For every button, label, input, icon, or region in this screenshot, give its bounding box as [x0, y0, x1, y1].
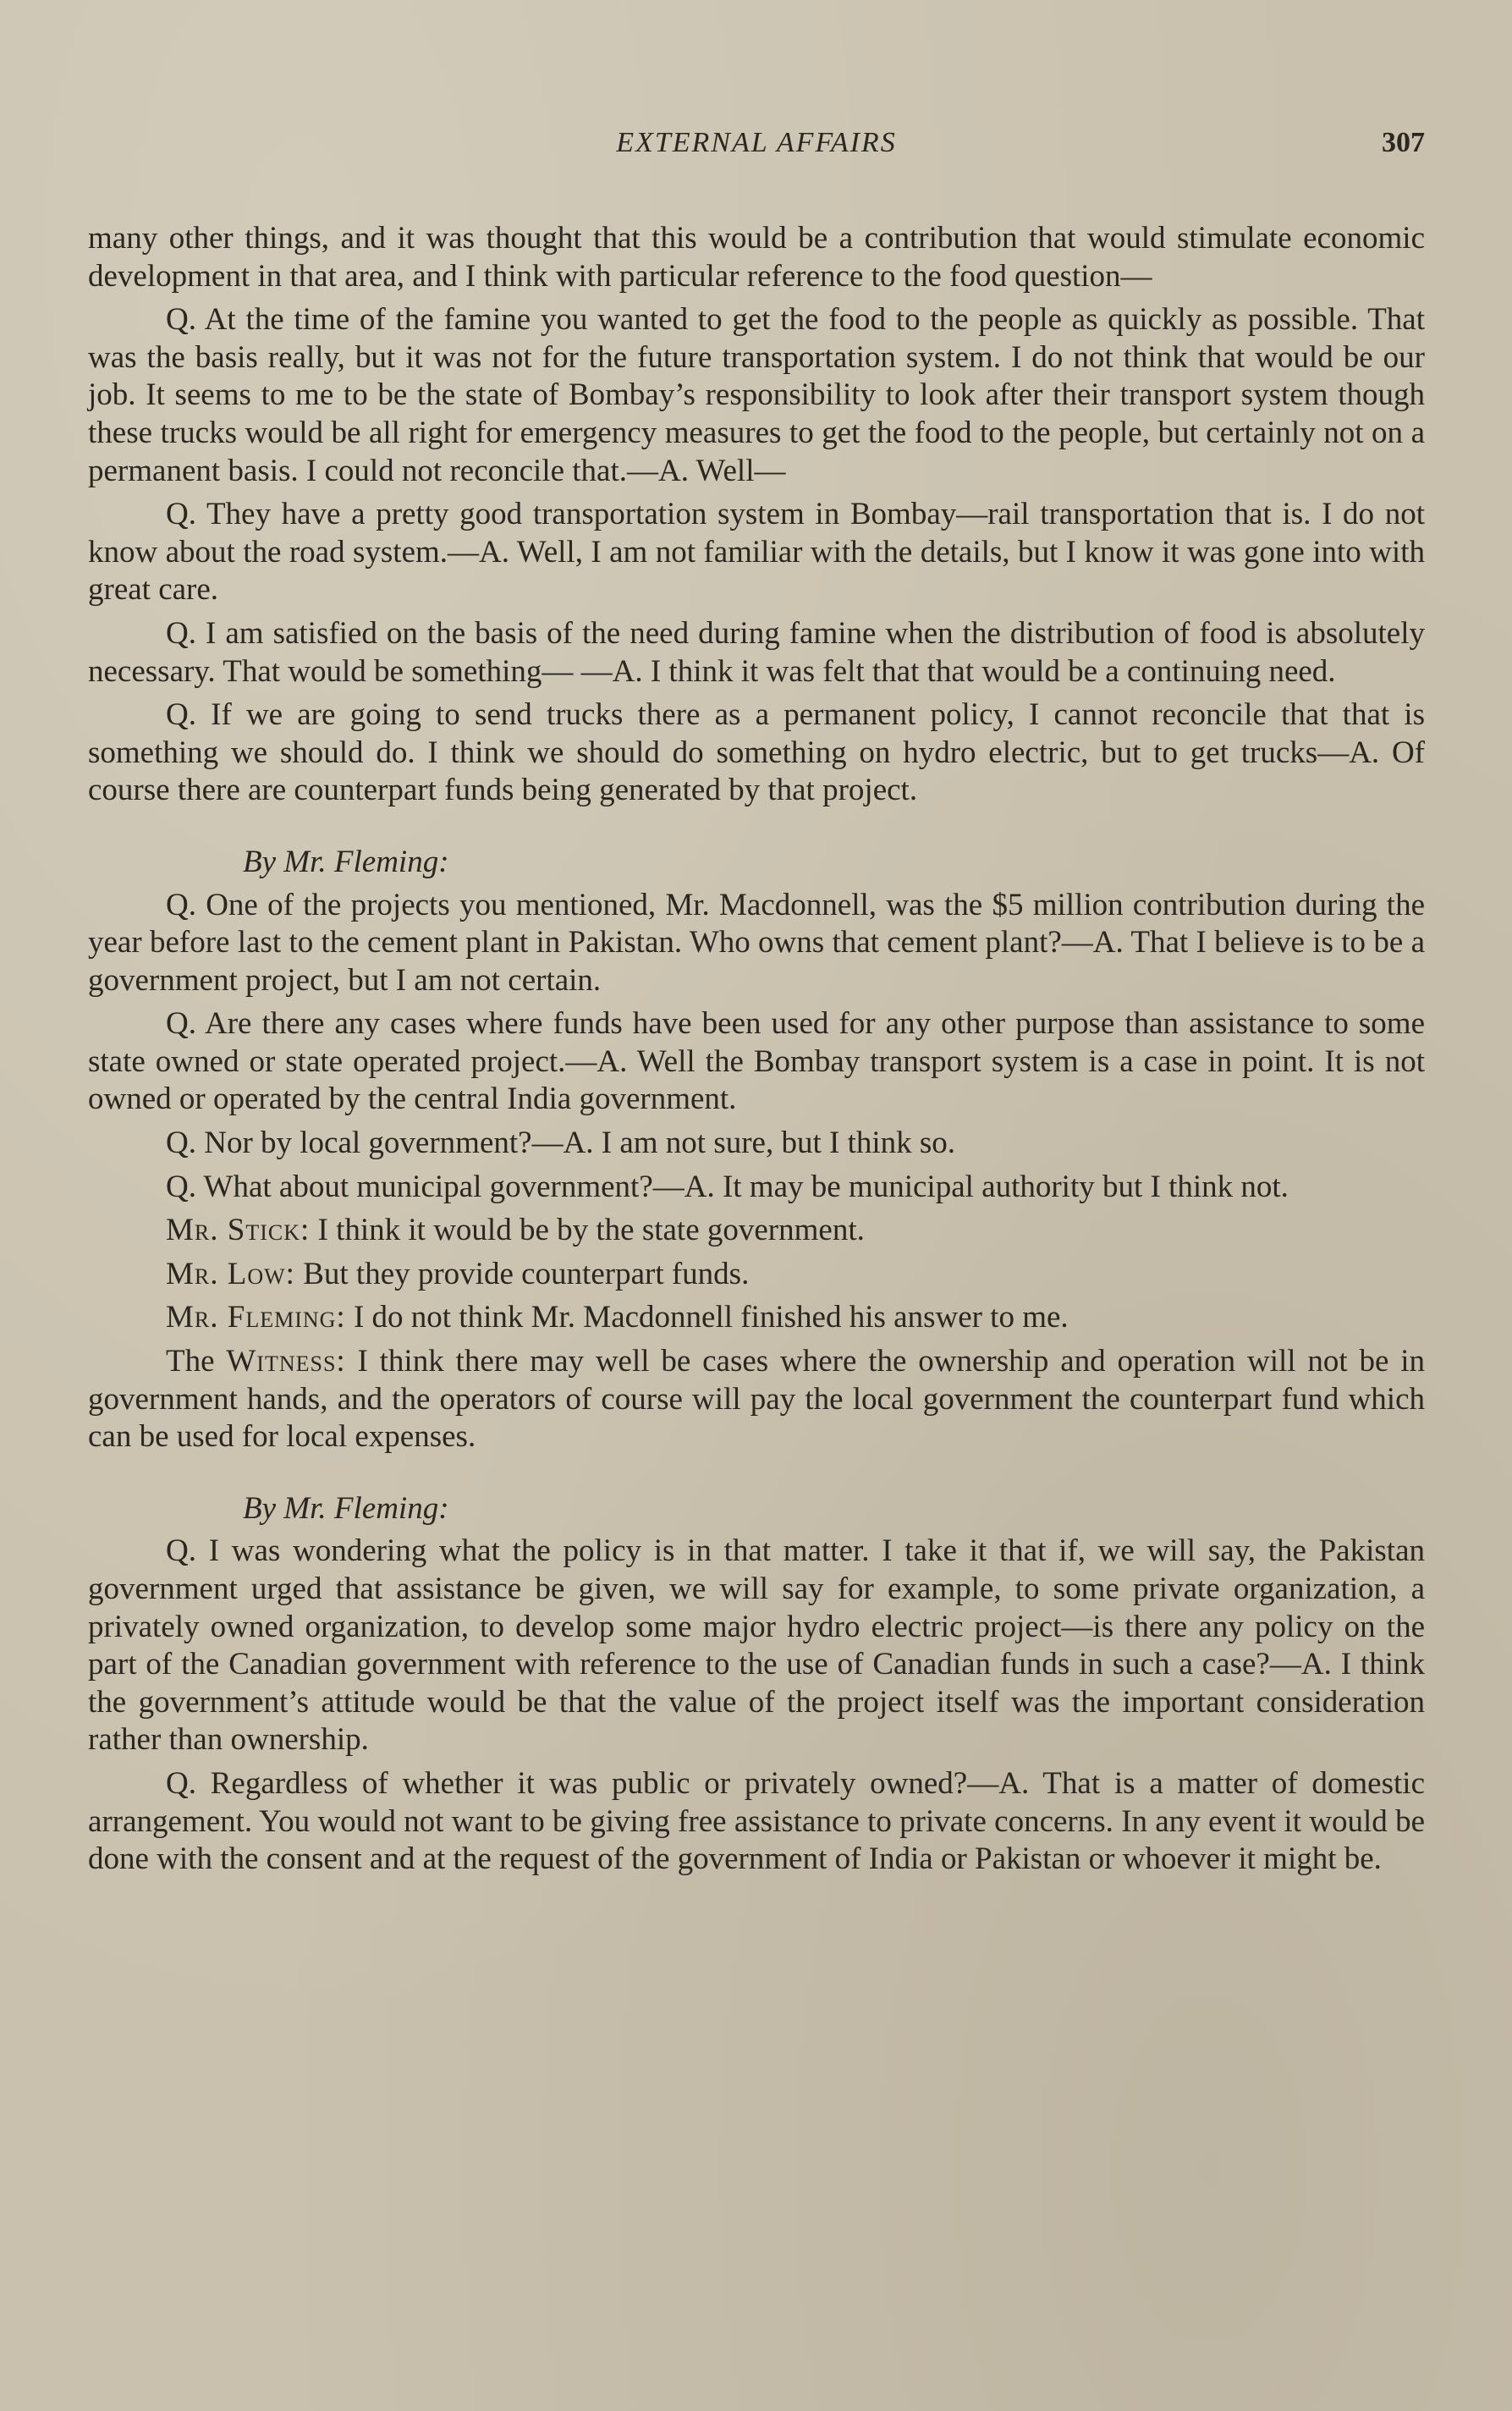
statement-text: But they provide counterpart funds. — [294, 1256, 750, 1291]
paragraph-11 — [88, 1256, 1425, 1294]
paragraph-2: Q. At the time of the famine you wanted to get the food to the people as quickly as possible. That was the basis really, but it was not for the future transportation system. I do not think that would be our job. It seems to me to be the state of Bombay’s responsibility to look after their transport system though these trucks would be all right for emergency measures to get the food to the people, but certainly not on a permanent basis. I could not reconcile that.—A. Well— — [88, 302, 1425, 488]
byline-mr-fleming-1: By Mr. Fleming: — [243, 844, 449, 879]
paragraph-12 — [88, 1299, 1425, 1337]
byline-mr-fleming-2: By Mr. Fleming: — [243, 1490, 449, 1526]
speaker-witness: Witness: — [226, 1344, 346, 1379]
paragraph-13 — [88, 1343, 1425, 1456]
document-page — [88, 127, 1425, 2327]
statement-text: I think there may well be cases where the ownership and operation will not be in government hands, and the operators of course will pay the local government the counterpart fund which can be used for local expenses. — [88, 1344, 1426, 1455]
speaker-prefix: The — [166, 1344, 227, 1379]
paragraph-1: many other things, and it was thought that this would be a contribution that would stimulate economic development in that area, and I think with particular reference to the food question— — [88, 221, 1425, 294]
paragraph-6: Q. One of the projects you mentioned, Mr. Macdonnell, was the $5 million contribution during the year before last to the cement plant in Pakistan. Who owns that cement plant?—A. That I believe is to be a government project, but I am not certain. — [88, 887, 1425, 998]
statement-text: I think it would be by the state government. — [310, 1213, 865, 1248]
paragraph-9: Q. What about municipal government?—A. It may be municipal authority but I think not. — [166, 1169, 1289, 1204]
paragraph-3: Q. They have a pretty good transportation system in Bombay—rail transportation that is. I do not know about the road system.—A. Well, I am not familiar with the details, but I know it was gone into with great care. — [88, 497, 1425, 608]
paragraph-15: Q. Regardless of whether it was public or privately owned?—A. That is a matter of domestic arrangement. You would not want to be giving free assistance to private concerns. In any event it would be done with the consent and at the request of the government of India or Pakistan or whoever it might be. — [88, 1765, 1425, 1877]
paragraph-8: Q. Nor by local government?—A. I am not sure, but I think so. — [166, 1126, 956, 1161]
paragraph-5: Q. If we are going to send trucks there as a permanent policy, I cannot reconcile that that is something we should do. I think we should do something on hydro electric, but to get trucks—A. Of course there are counterpart funds being generated by that project. — [88, 697, 1425, 808]
paragraph-10 — [88, 1212, 1425, 1250]
paragraph-4: Q. I am satisfied on the basis of the need during famine when the distribution of food is absolutely necessary. That would be something— —A. I think it was felt that that would be a continuing need. — [88, 615, 1425, 689]
paragraph-7: Q. Are there any cases where funds have been used for any other purpose than assistance to some state owned or state operated project.—A. Well the Bombay transport system is a case in point. It is not owned or operated by the central India government. — [88, 1006, 1425, 1117]
paragraph-14: Q. I was wondering what the policy is in that matter. I take it that if, we will say, the Pakistan government urged that assistance be given, we will say for example, to some private organization, a privately owned organization, to develop some major hydro electric project—is there any policy on the part of the Canadian government with reference to the use of Canadian funds in such a case?—A. I think the government’s attitude would be that the value of the project itself was the important consideration rather than ownership. — [88, 1533, 1425, 1758]
page-number: 307 — [1382, 127, 1425, 158]
speaker-mr-low: Mr. Low: — [166, 1256, 295, 1291]
statement-text: I do not think Mr. Macdonnell finished his answer to me. — [345, 1300, 1069, 1335]
speaker-mr-fleming: Mr. Fleming: — [166, 1300, 346, 1335]
document-body — [88, 220, 1425, 1879]
speaker-mr-stick: Mr. Stick: — [166, 1213, 311, 1248]
running-head: EXTERNAL AFFAIRS — [616, 127, 897, 158]
page-header — [88, 127, 1425, 178]
